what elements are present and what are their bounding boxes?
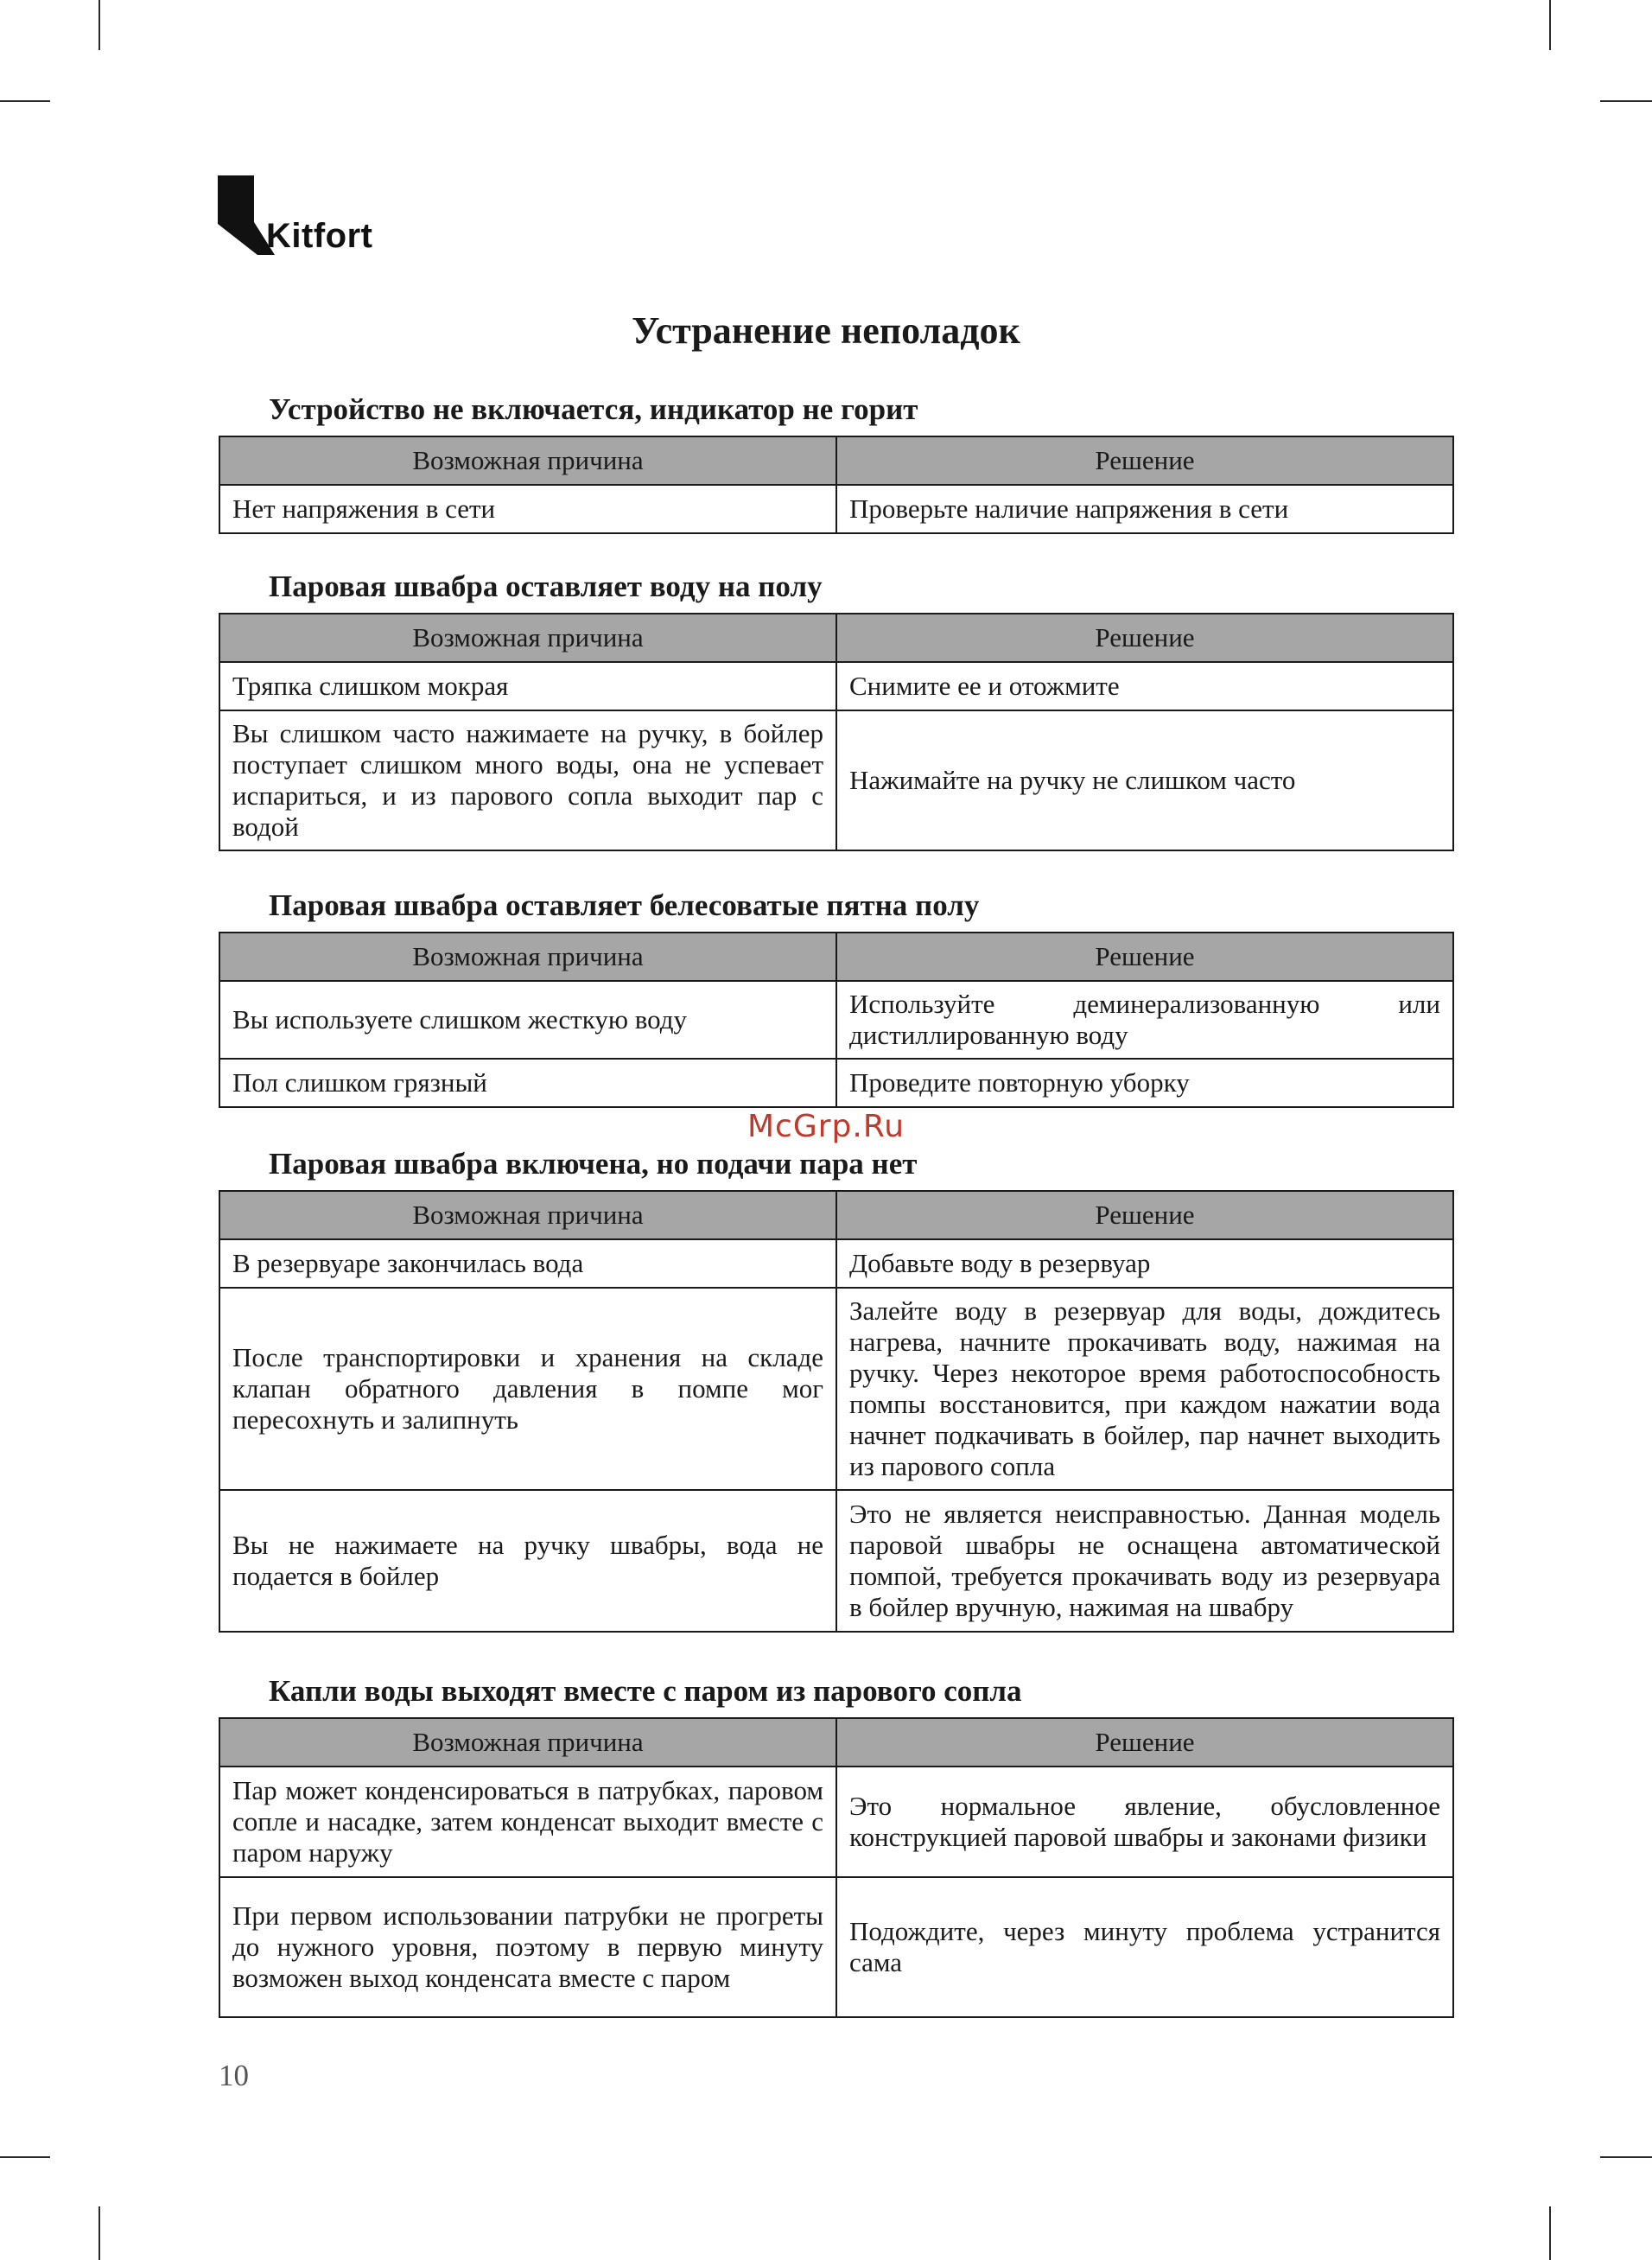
table-header-row [219, 614, 1453, 662]
crop-mark [1549, 2206, 1551, 2260]
solution-cell: Залейте воду в резервуар для воды, дождитесь нагрева, начните прокачивать воду, нажимая на ручку. Через некоторое время работоспособность помпы восстановится, при каждом нажатии вода начнет подкачивать в бойлер, пар начнет выходить из парового сопла [836, 1288, 1453, 1490]
table-row [219, 1490, 1453, 1632]
troubleshooting-section [219, 1143, 1452, 1633]
header-cause: Возможная причина [219, 614, 836, 662]
crop-mark [1600, 100, 1652, 102]
cause-cell: Тряпка слишком мокрая [219, 662, 836, 710]
page-title: Устранение неполадок [632, 309, 1020, 352]
header-cause: Возможная причина [219, 436, 836, 485]
cause-cell: Вы используете слишком жесткую воду [219, 981, 836, 1059]
solution-cell: Нажимайте на ручку не слишком часто [836, 710, 1453, 850]
section-heading: Капли воды выходят вместе с паром из парового сопла [269, 1674, 1022, 1708]
solution-cell: Используйте деминерализованную или дистиллированную воду [836, 981, 1453, 1059]
troubleshooting-table [219, 1190, 1454, 1633]
solution-cell: Проверьте наличие напряжения в сети [836, 485, 1453, 533]
table-row [219, 1767, 1453, 1877]
solution-cell: Добавьте воду в резервуар [836, 1239, 1453, 1288]
table-row [219, 981, 1453, 1059]
troubleshooting-table [219, 932, 1454, 1108]
brand-logo [218, 175, 391, 262]
table-header-row [219, 933, 1453, 981]
header-cause: Возможная причина [219, 1191, 836, 1239]
table-row [219, 710, 1453, 850]
solution-cell: Проведите повторную уборку [836, 1059, 1453, 1107]
crop-mark [1600, 2156, 1652, 2158]
solution-cell: Подождите, через минуту проблема устранится сама [836, 1877, 1453, 2017]
table-row [219, 485, 1453, 533]
crop-mark [98, 0, 100, 50]
troubleshooting-section [219, 884, 1452, 1108]
cause-cell: Вы не нажимаете на ручку швабры, вода не подается в бойлер [219, 1490, 836, 1632]
solution-cell: Это не является неисправностью. Данная модель паровой швабры не оснащена автоматической помпой, требуется прокачивать воду из резервуара в бойлер вручную, нажимая на швабру [836, 1490, 1453, 1632]
cause-cell: После транспортировки и хранения на складе клапан обратного давления в помпе мог пересохнуть и залипнуть [219, 1288, 836, 1490]
section-heading: Паровая швабра включена, но подачи пара нет [269, 1147, 918, 1181]
troubleshooting-section [219, 565, 1452, 851]
header-cause: Возможная причина [219, 933, 836, 981]
table-row [219, 1288, 1453, 1490]
crop-mark [0, 2156, 50, 2158]
table-row [219, 1877, 1453, 2017]
cause-cell: При первом использовании патрубки не прогреты до нужного уровня, поэтому в первую минуту возможен выход конденсата вместе с паром [219, 1877, 836, 2017]
watermark: McGrp.Ru [747, 1109, 905, 1144]
solution-cell: Это нормальное явление, обусловленное конструкцией паровой швабры и законами физики [836, 1767, 1453, 1877]
crop-mark [98, 2206, 100, 2260]
table-header-row [219, 436, 1453, 485]
header-solution: Решение [836, 436, 1453, 485]
header-solution: Решение [836, 614, 1453, 662]
cause-cell: В резервуаре закончилась вода [219, 1239, 836, 1288]
table-row [219, 1239, 1453, 1288]
logo-text: Kitfort [266, 217, 373, 255]
section-heading: Паровая швабра оставляет воду на полу [269, 570, 823, 603]
header-cause: Возможная причина [219, 1718, 836, 1767]
crop-mark [0, 100, 50, 102]
troubleshooting-section [219, 388, 1452, 534]
header-solution: Решение [836, 1718, 1453, 1767]
table-header-row [219, 1718, 1453, 1767]
crop-mark [1549, 0, 1551, 50]
section-heading: Паровая швабра оставляет белесоватые пятна полу [269, 888, 980, 922]
cause-cell: Вы слишком часто нажимаете на ручку, в бойлер поступает слишком много воды, она не успевает испариться, и из парового сопла выходит пар с водой [219, 710, 836, 850]
table-header-row [219, 1191, 1453, 1239]
troubleshooting-table [219, 1717, 1454, 2018]
header-solution: Решение [836, 933, 1453, 981]
solution-cell: Снимите ее и отожмите [836, 662, 1453, 710]
section-heading: Устройство не включается, индикатор не горит [269, 392, 918, 426]
cause-cell: Пол слишком грязный [219, 1059, 836, 1107]
table-row [219, 1059, 1453, 1107]
header-solution: Решение [836, 1191, 1453, 1239]
troubleshooting-table [219, 613, 1454, 851]
troubleshooting-table [219, 436, 1454, 534]
troubleshooting-section [219, 1670, 1452, 2018]
cause-cell: Пар может конденсироваться в патрубках, паровом сопле и насадке, затем конденсат выходит вместе с паром наружу [219, 1767, 836, 1877]
table-row [219, 662, 1453, 710]
cause-cell: Нет напряжения в сети [219, 485, 836, 533]
page-number: 10 [219, 2059, 249, 2092]
